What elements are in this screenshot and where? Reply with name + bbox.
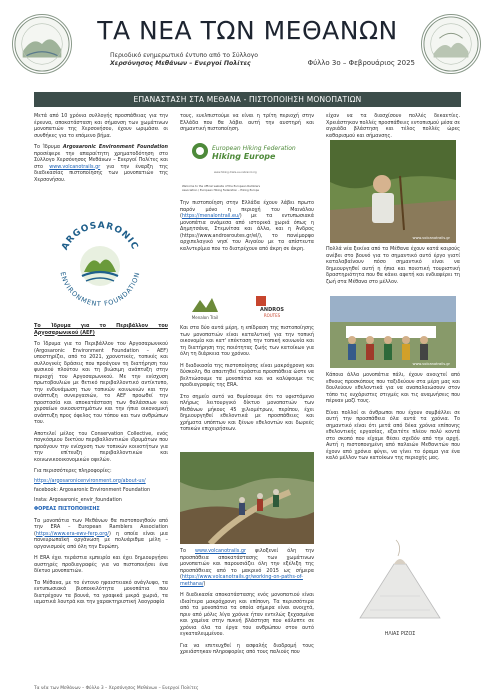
- text-span: προσέφερε την απαραίτητη χρηματοδότηση στο Σύλλογο Χερσόνησος Μεθάνων – Ενεργοί Πολίτες και στο: [34, 150, 168, 170]
- text-span: φιλοξενεί όλη την προσπάθεια αποκατάστασης των χωμάτινων μονοπατιών και παρουσιάζει όλη την εξέλιξη της προσπάθειας από το μακρινό 2015 ως σήμερα (: [180, 548, 314, 580]
- association-logo-left: [12, 14, 72, 74]
- aef-facebook: facebook: Argosaronic Environment Foundation: [34, 487, 151, 493]
- subtitle-line-2: Χερσόνησος Μεθάνων – Ενεργοί Πολίτες: [110, 60, 251, 68]
- methana-description-paragraph: Τα Μέθανα, με το έντονο ηφαιστειακό ανάγλυφο, τα εντυπωσιακά βιοποικιλότητα μονοπάτια που διατρέχουν τα βουνά, τα γραφικά μικρά χωριά, τα ιαματικά λουτρά και την χαρακτηριστική λαογραφία: [34, 579, 168, 605]
- masthead: [0, 0, 495, 90]
- column-2-mid: [180, 200, 314, 257]
- ehf-small-2: Association / European Hiking Federation – Hiking Europe: [182, 188, 260, 192]
- newsletter-title: ΤΑ ΝΕΑ ΤΩΝ ΜΕΘΑΝΩΝ: [97, 16, 398, 45]
- volcano-illustration: [350, 538, 450, 640]
- column-2-bottom: [180, 548, 314, 661]
- ehf-small-1: Welcome to the official website of the European Ramblers: [182, 184, 260, 188]
- hikers-trail-photo: [180, 452, 314, 544]
- andros-label-1: ANDROS: [260, 307, 284, 313]
- closing-paragraph: Είναι πολλοί οι άνθρωποι που έχουν συμβάλλει σε αυτή την προσπάθεια όλα αυτά τα χρόνια. Το σημαντικό είναι ότι μετά από δέκα χρόνια επίπονης εθελοντικής εργασίας, εξαιτέτε πλέον πολύ κοντά στο σκοπό που είχαμε θέσει σχεδόν από την αρχή. Αυτή η πιστοποιημένη από παλαιών Μεθανιτών που έχουν από χρόνια φύγει, να γίνει το όραμα για ένα καλό μέλλον των κατοίκων της περιοχής μας.: [326, 409, 460, 461]
- information-paragraph: Για να επιτευχθεί η ασφαλής διαδρομή τους χρειάστηκαν πληροφορίες από τους παλιούς που: [180, 642, 314, 655]
- vegetation-paragraph: είχαν να τα διασχίσουν πολλές δεκαετίες. Χρειάστηκαν πολλές προσπάθειες εντοπισμού μέσα σε αγριάδα βλάστηση και τέλος πολλές ώρες καθαρισμού και σήμανσης.: [326, 113, 460, 139]
- working-on-paths-link[interactable]: https://www.volcanotrails.gr/working-on-paths-of-methana/: [180, 574, 303, 587]
- elder-photo-caption: www.volcanotrails.gr: [412, 236, 450, 240]
- aef-section-title: Το Ίδρυμα για το Περιβάλλον του Αργοσαρωνικού (AEF): [34, 323, 168, 336]
- text-span: ) η οποία είναι μια πανευρωπαϊκή οργάνωση με πολυάριθμα μέλη – οργανισμούς από όλη την Ευρώπη.: [34, 530, 168, 550]
- text-span: ) με τα εντυπωσιακά μονοπάτια ανάμεσα από ιστορικά χωριά όπως η Δημητσάνα, Στεμνίτσα και άλλα, και η Άνδρος (https://www.androsroutes.gr/el/), το πανέμορφο αρχιπελαγικό νησί του Αιγαίου με τα απίστευτα καλντερίμια που το διατρέχουν από άκρη σε άκρη.: [180, 213, 314, 252]
- ehf-title-2: Hiking Europe: [212, 152, 276, 161]
- third-region-paragraph: τους, ευελπιστούμε να είναι η τρίτη περιοχή στην Ελλάδα που θα λάβει αυτή την αυστηρή και σημαντική πιστοποίηση.: [180, 113, 314, 132]
- aef-website-link[interactable]: https://argosaronicenvironment.org/about-us/: [34, 477, 146, 484]
- text-span: Την πιστοποίηση στην Ελλάδα έχουν λάβει πρωτο παρόν μόνο η περιοχή του Μαινάλου (: [180, 200, 314, 219]
- ehf-title-1: European Hiking Federation: [212, 145, 296, 152]
- era-paragraph: [34, 518, 168, 551]
- issue-number: Φύλλο 3ο – Φεβρουάριος 2025: [307, 59, 415, 67]
- menalon-trail-logo: [188, 290, 222, 322]
- column-2-top: [180, 113, 314, 138]
- menalon-link[interactable]: https://menalontrail.eu/: [181, 213, 240, 219]
- column-3-mid: [326, 246, 460, 290]
- era-link[interactable]: https://www.era-ewv-ferp.org/: [35, 530, 109, 537]
- column-2-lower: [180, 325, 314, 438]
- intro-paragraph: Μετά από 10 χρόνια συλλογής προσπάθειας για την έρευνα, αποκατάσταση και σήμανση των χωμάτινων μονοπατιών της Χερσονήσου, έχουν ωριμάσει οι συνθήκες για το επόμενο βήμα.: [34, 113, 168, 139]
- text-span: Το Ίδρυμα: [34, 144, 63, 150]
- aef-section-paragraph-2: Αποτελεί μέλος του Conservation Collective, ενός παγκόσμιου δικτύου περιβαλλοντικών ιδρυμάτων που προάγουν την ενίσχυση των τοπικών κοινοτήτων για την επίτευξη περιβαλλοντικών και κοινωνικοοικονομικών οφελών.: [34, 430, 168, 463]
- text-span: Τα μονοπάτια των Μεθάνων θα πιστοποιηθούν από την ERA – European Ramblers Association (: [34, 517, 168, 537]
- young-volunteers-paragraph: Πολλά νέα ξεκίνα από τα Μέθανα έχουν κατά καιρούς ανέβει στο βουνό για το σημαντικό αυτό έργο γιατί καταλαβαίνουν πόσο σημαντικό είναι να δημιουργηθεί αυτή η ήπια και ποιοτική τουριστική δραστηριότητα που θα κάνει αφετή και ενδιαφέρει τη ζωή στα Μέθανα στο μέλλον.: [326, 246, 460, 285]
- aef-section-paragraph-1: Το Ίδρυμα για το Περιβάλλον του Αργοσαρωνικού (Argosaronic Environment Foundation – AEF) υποστηρίζει, από το 2021, χρονοτικές, τοπικές και συλλογικές δράσεις που προάγουν τη διατήρηση του φυσικού πλούτου και τη βιώσιμη ανάπτυξη στην περιοχή του Αργοσαρωνικού. Με την ενίσχυση πρωτοβουλιών με θετικό περιβαλλοντικό αντίκτυπο, την ενδυνάμωση των τοπικών κοινωνιών και την ανάπτυξη συνεργασιών, το AEF προωθεί την προστασία και αποκατάσταση των θαλάσσιων και χερσαίων οικοσυστημάτων και την ήπια οικονομική ανάπτυξη προς όφελος του τόπου και των ανθρώπων του.: [34, 341, 168, 425]
- scouts-paragraph: Κάποια άλλα μονοπάτια πάλι, έχουν ανοιχτεί από εθνους προσκόπους που ταξιδεύουν στα μέρη μας και δουλεύουν εθελοντικά για να αναπαλαιώσουν στον τόπο τις ευχάριστες στιγμές και τις αναμνήσεις που πέρναν μαζί τους.: [326, 372, 460, 404]
- author-signature: ΗΛΙΑΣ ΡΙΖΟΣ: [384, 632, 416, 637]
- ehf-logo-block: [180, 139, 314, 197]
- aef-logo: [50, 214, 150, 314]
- ehf-site: www.hiking-trails-eu-rebrand.org: [214, 171, 257, 174]
- column-1: [34, 113, 168, 188]
- volunteers-group-photo: [330, 296, 456, 368]
- economic-impact-paragraph: Και στα δύο αυτά μέρη, η επίδραση της πιστοποίησης των μονοπατιών είναι καταλυτική για την τοπική οικονομία και κατ' επέκταση την τοπική κοινωνία και τη διατήρηση της ποιότητας ζωής των κατοίκων για όλη τη διάρκεια του χρόνου.: [180, 325, 314, 357]
- page-footer: Τα νέα των Μεθάνων – Φύλλο 3 – Χερσόνησος Μεθάνων – Ενεργοί Πολίτες: [34, 686, 199, 691]
- column-1-lower: [34, 323, 168, 611]
- menalon-label: Menalon Trail: [191, 315, 219, 320]
- andros-routes-logo: [252, 292, 292, 320]
- column-3-lower: [326, 372, 460, 467]
- volunteer-network-paragraph: Στο σημείο αυτό να θυμίσουμε ότι το υφιστάμενο πλήρως λειτουργικό δίκτυο μονοπατιών των Μεθάνων μήκους 45 χιλιομέτρων, περίπου, έχει δημιουργηθεί εθελοντικά με προσπάθειες και χρήματα υπόπτων και ξένων εθελοντών και δωρεές τοπικών επιχειρήσεων.: [180, 393, 314, 432]
- certification-process-paragraph: Η διαδικασία της πιστοποίησης είναι μακρόχρονη και δύσκολη, θα απαιτηθεί τεράστια προσπάθεια ώστε να βελτιώσουμε τα μονοπάτια και να καλύψουμε τις προδιαγραφές της ERA.: [180, 362, 314, 388]
- text-span: για την έναρξη της διαδικασίας πιστοποίησης των μονοπατιών της Χερσονήσου.: [34, 163, 168, 183]
- ehf-star-icon: [192, 143, 208, 159]
- aef-instagram: Insta: Argosaronic_envir_foundation: [34, 496, 122, 503]
- aef-name: Argosaronic Environment Foundation: [62, 144, 168, 150]
- elder-trail-photo: [330, 140, 456, 243]
- aef-logo-bottom-text: ENVIRONMENT FOUNDATION: [58, 270, 142, 309]
- headline-banner: ΕΠΑΝΑΣΤΑΣΗ ΣΤΑ ΜΕΘΑΝΑ - ΠΙΣΤΟΠΟΙΗΣΗ ΜΟΝΟΠΑΤΙΩΝ: [34, 92, 461, 107]
- volcanotrails-paragraph: [180, 548, 314, 587]
- text-span: Το: [180, 548, 195, 554]
- text-span: ): [203, 580, 206, 587]
- newsletter-subtitle: [110, 52, 258, 68]
- aef-logo-top-text: ARGOSARONIC: [60, 220, 140, 252]
- subtitle-line-1: Περιοδικό ενημερωτικό έντυπο από το Σύλλογο: [110, 52, 259, 59]
- restoration-paragraph: Η διαδικασία αποκατάστασης ενός μονοπατιού είναι ιδιαίτερα μακρόχρονη και επίπονη. Τα περισσότερα από τα μονοπάτια τα οποία σήμερα είναι ανοιχτά, πριν από μόλις λίγα χρόνια ήταν εντελώς ξεχασμένα και χαμένα στην πυκνή βλάστηση που κάλυπτε σε χρόνια όλα τα έργα του ανθρώπου στον αυτό εγκαταλειμμένου.: [180, 592, 314, 637]
- andros-label-2: ROUTES: [263, 313, 281, 318]
- era-experience-paragraph: Η ERA έχει τεράστια εμπειρία και έχει δημιουργήσει αυστηρές προδιαγραφές για να πιστοποιήσει ένα δίκτυο μονοπατιών.: [34, 555, 168, 574]
- volunteers-photo-caption: www.volcanotrails.gr: [412, 362, 450, 366]
- info-label: Για περισσότερες πληροφορίες:: [34, 468, 112, 474]
- volcanotrails-link[interactable]: www.volcanotrails.gr: [49, 163, 101, 170]
- certification-body-title: ΦΟΡΕΑΣ ΠΙΣΤΟΠΟΙΗΣΗΣ: [34, 506, 100, 512]
- aef-funding-paragraph: [34, 144, 168, 183]
- certified-regions-paragraph: [180, 200, 314, 252]
- volcanotrails-link-2[interactable]: www.volcanotrails.gr: [195, 548, 246, 554]
- association-logo-right: [421, 14, 481, 74]
